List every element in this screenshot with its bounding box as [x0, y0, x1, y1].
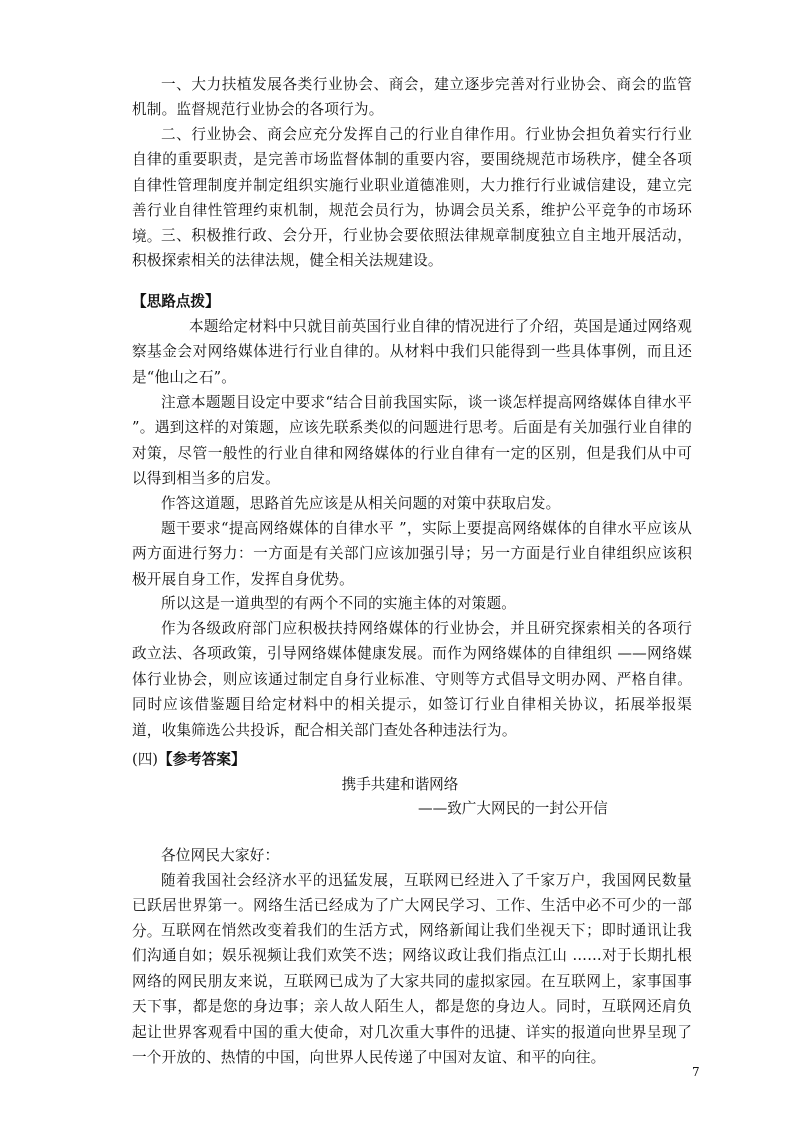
hint-paragraph-3: 作答这道题，思路首先应该是从相关问题的对策中获取启发。 [161, 495, 561, 512]
paragraph-measure-2: 二、行业协会、商会应充分发挥自己的行业自律作用。行业协会担负着实行行业自律的重要职责，是完善市场监督体制的重要内容，要围绕规范市场秩序，健全各项自律性管理制度并制定组织实施行业职业道德准则，大力推行行业诚信建设，建立完善行业自律性管理约束机制，规范会员行为，协调会员关系，维护公平竞争的市场环境。 [132, 126, 692, 245]
letter-paragraph-1: 随着我国社会经济水平的迅猛发展，互联网已经进入了千家万户，我国网民数量已跃居世界第一。网络生活已经成为了广大网民学习、工作、生活中必不可少的一部分。 [132, 872, 692, 940]
hint-paragraph-4: 题干要求“提高网络媒体的自律水平 ”，实际上要提高网络媒体的自律水平应该从两方面进行努力：一方面是有关部门应该加强引导；另一方面是行业自律组织应该积极开展自身工作，发挥自身优势。 [132, 520, 692, 588]
paragraph-measure-1: 一、大力扶植发展各类行业协会、商会，建立逐步完善对行业协会、商会的监管机制。监督规范行业协会的各项行为。 [132, 76, 692, 119]
letter-paragraph-2: 互联网在悄然改变着我们的生活方式，网络新闻让我们坐视天下；即时通讯让我们沟通自如；娱乐视频让我们欢笑不迭；网络议政让我们指点江山 ……对于长期扎根网络的网民朋友来说，互联网已成为了大家共同的虚拟家园。在互联网上，家事国事天下事，都是您的身边事；亲人故人陌生人，都是您的身边人。同时，互联网还肩负起让世界客观看中国的重大使命，对几次重大事件的迅捷、详实的报道向世界呈现了一个开放的、热情的中国，向世界人民传递了中国对友谊、和平的向往。 [132, 922, 692, 1067]
hint-paragraph-2: 注意本题题目设定中要求“结合目前我国实际，谈一谈怎样提高网络媒体自律水平 ”。遇到这样的对策题，应该先联系类似的问题进行思考。后面是有关加强行业自律的对策，尽管一般性的行业自律和网络媒体的行业自律有一定的区别，但是我们从中可以得到相当多的启发。 [132, 394, 692, 488]
section-heading-answer [132, 747, 246, 772]
hint-paragraph-1: 本题给定材料中只就目前英国行业自律的情况进行了介绍，英国是通过网络观察基金会对网络媒体进行行业自律的。从材料中我们只能得到一些具体事例，而且还是“他山之石”。 [132, 318, 692, 386]
hint-paragraph-5: 所以这是一道典型的有两个不同的实施主体的对策题。 [161, 595, 517, 612]
section-heading-hint [132, 289, 220, 314]
letter-title: 携手共建和谐网络 [341, 776, 459, 793]
letter-subtitle: ——致广大网民的一封公开信 [418, 800, 608, 817]
hint-paragraph-6: 作为各级政府部门应积极扶持网络媒体的行业协会，并且研究探索相关的各项行政立法、各项政策，引导网络媒体健康发展。而作为网络媒体的自律组织 ——网络媒体行业协会，则应该通过制定自身行业标准、守则等方式倡导文明办网、严格自律。同时应该借鉴题目给定材料中的相关提示，如签订行业自律相关协议，拓展举报渠道，收集筛选公共投诉，配合相关部门查处各种违法行为。 [132, 620, 692, 739]
letter-salutation: 各位网民大家好： [161, 847, 280, 864]
answer-heading-text: 【参考答案】 [157, 751, 246, 768]
page-number: 7 [692, 1065, 700, 1079]
paragraph-measure-3: 三、积极推行政、会分开，行业协会要依照法律规章制度独立自主地开展活动，积极探索相关的法律法规，健全相关法规建设。 [132, 227, 692, 270]
answer-section-number: (四) [132, 751, 158, 768]
hint-heading-text: 【思路点拨】 [132, 293, 220, 310]
